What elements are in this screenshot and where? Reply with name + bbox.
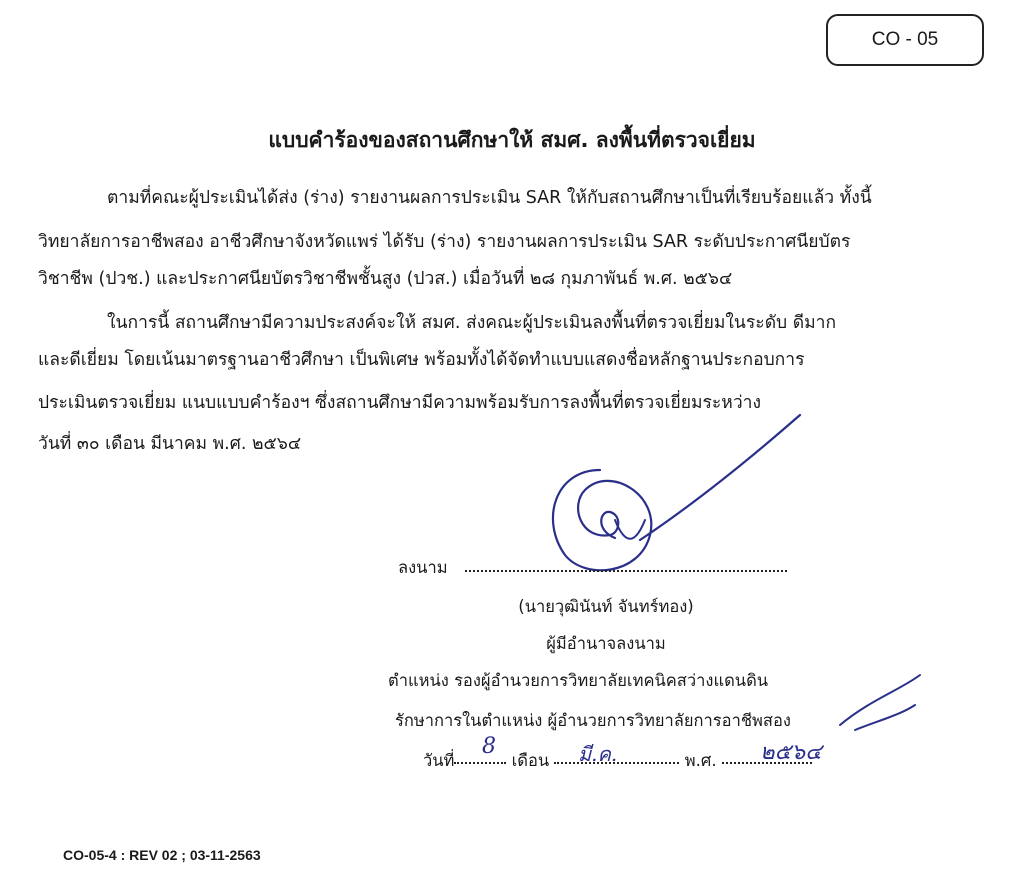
- year-label: พ.ศ.: [684, 751, 717, 770]
- body-line-6: ประเมินตรวจเยี่ยม แนบแบบคำร้องฯ ซึ่งสถานศึกษามีความพร้อมรับการลงพื้นที่ตรวจเยี่ยมระหว่าง: [38, 393, 762, 413]
- day-label: วันที่: [423, 751, 455, 770]
- signer-position: ตำแหน่ง รองผู้อำนวยการวิทยาลัยเทคนิคสว่างแดนดิน: [388, 671, 769, 690]
- form-code: CO - 05: [871, 29, 939, 50]
- signer-name: (นายวุฒินันท์ จันทร์ทอง): [518, 597, 694, 616]
- handwritten-year: ๒๕๖๔: [760, 740, 822, 765]
- body-line-7: วันที่ ๓๐ เดือน มีนาคม พ.ศ. ๒๕๖๔: [38, 434, 302, 454]
- signature-line: [465, 570, 787, 572]
- body-line-2: วิทยาลัยการอาชีพสอง อาชีวศึกษาจังหวัดแพร่ ได้รับ (ร่าง) รายงานผลการประเมิน SAR ระดับประกาศนียบัตร: [38, 232, 851, 252]
- signer-role: ผู้มีอำนาจลงนาม: [546, 634, 666, 653]
- signer-acting-position: รักษาการในตำแหน่ง ผู้อำนวยการวิทยาลัยการอาชีพสอง: [395, 711, 791, 730]
- body-line-1: ตามที่คณะผู้ประเมินได้ส่ง (ร่าง) รายงานผลการประเมิน SAR ให้กับสถานศึกษาเป็นที่เรียบร้อยแล้ว ทั้งนี้: [107, 188, 872, 208]
- handwritten-month: มี.ค.: [578, 742, 618, 766]
- document-title: แบบคำร้องของสถานศึกษาให้ สมศ. ลงพื้นที่ตรวจเยี่ยม: [268, 128, 756, 152]
- month-label: เดือน: [511, 751, 550, 770]
- signature-label: ลงนาม: [398, 558, 448, 577]
- body-line-3: วิชาชีพ (ปวช.) และประกาศนียบัตรวิชาชีพชั้นสูง (ปวส.) เมื่อวันที่ ๒๘ กุมภาพันธ์ พ.ศ. ๒๕๖๔: [38, 269, 733, 289]
- body-line-4: ในการนี้ สถานศึกษามีความประสงค์จะให้ สมศ. ส่งคณะผู้ประเมินลงพื้นที่ตรวจเยี่ยมในระดับ ดีมาก: [107, 313, 837, 333]
- day-dots: [454, 762, 506, 764]
- revision-footer: CO-05-4 : REV 02 ; 03-11-2563: [63, 847, 261, 863]
- handwritten-day: 8: [482, 734, 496, 759]
- body-line-5: และดีเยี่ยม โดยเน้นมาตรฐานอาชีวศึกษา เป็นพิเศษ พร้อมทั้งได้จัดทำแบบแสดงชื่อหลักฐานประกอบการ: [38, 350, 805, 370]
